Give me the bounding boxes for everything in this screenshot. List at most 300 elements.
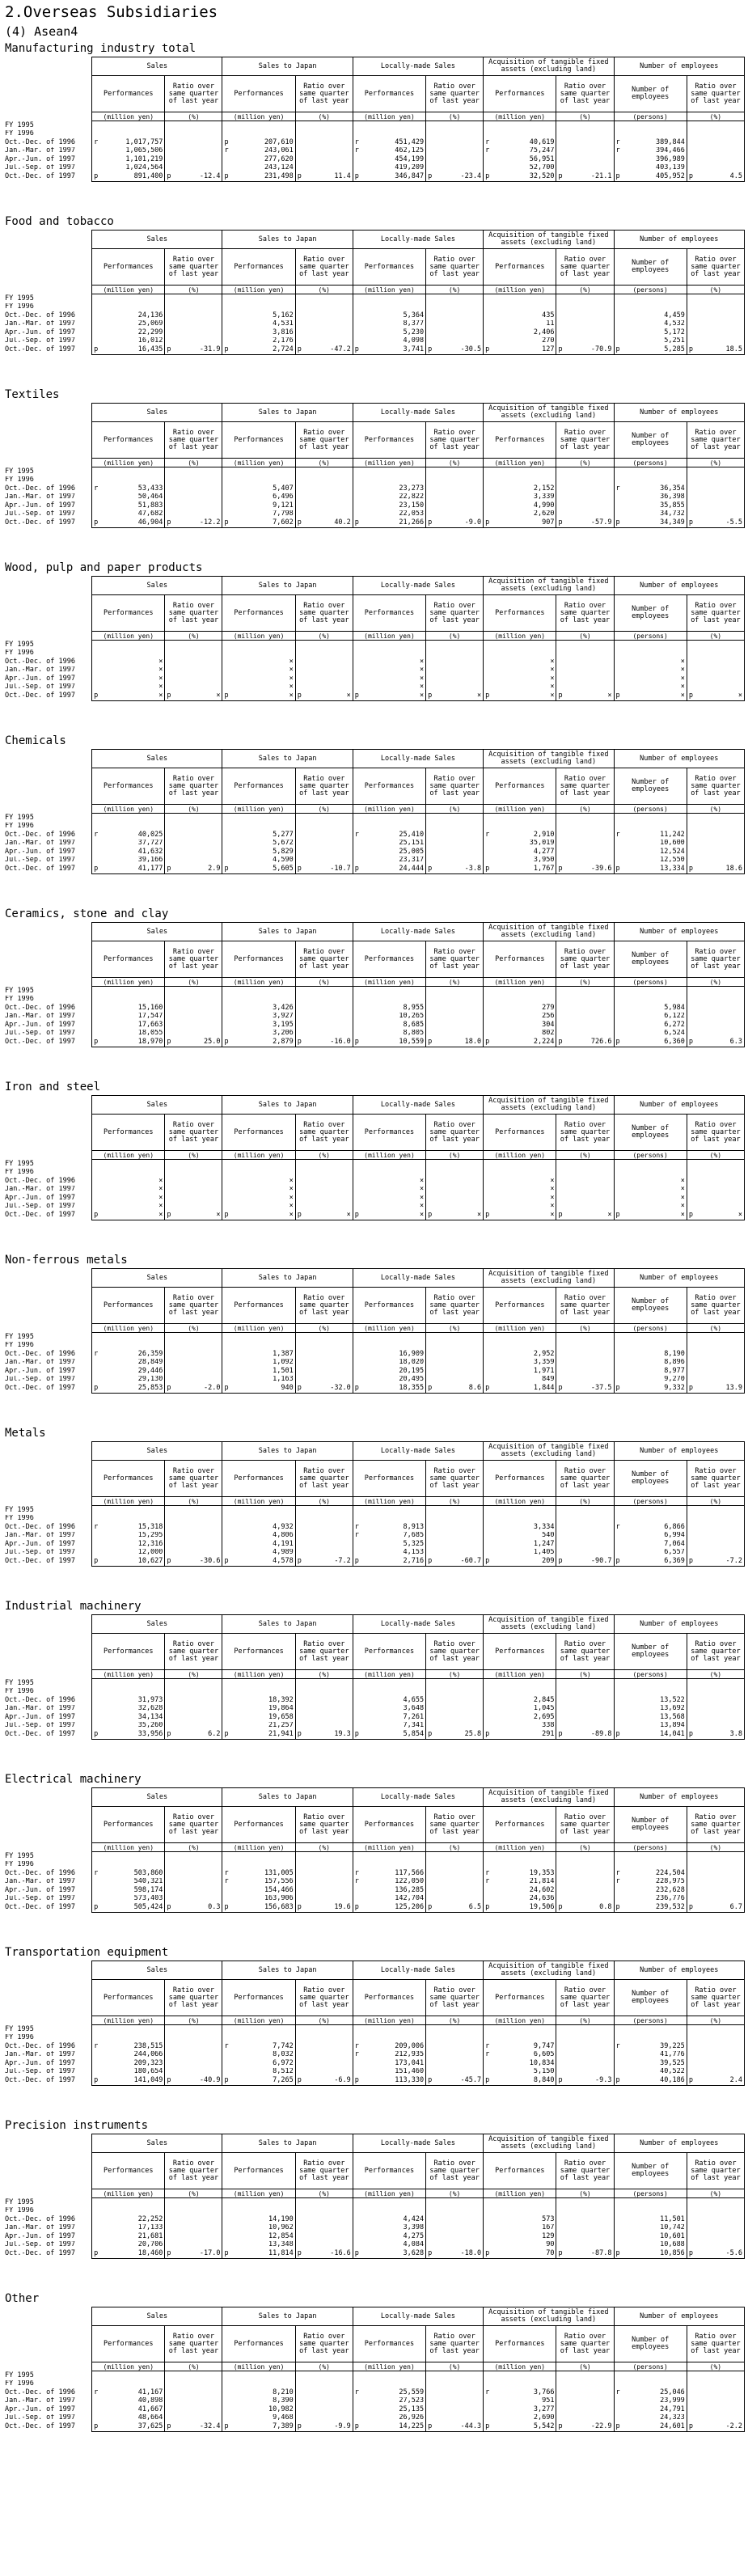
table-cell [484,294,556,303]
revision-mark: p [485,692,490,700]
cell-value: 279 [542,1004,555,1012]
cell-content [94,1186,163,1193]
cell-value: 243,061 [264,146,294,155]
header-blank [3,249,92,286]
table-cell [426,1557,484,1566]
table-cell [295,121,353,130]
table-cell [165,987,222,996]
table-cell [353,1367,425,1376]
unit-label: (persons) [614,2016,687,2025]
cell-content [428,346,481,353]
cell-value: -10.7 [330,865,351,873]
table-cell [222,1886,295,1895]
header-group-row [3,57,745,76]
revision-mark: r [354,1869,359,1877]
cell-value: 25,410 [399,831,425,839]
unit-label: (%) [295,1324,353,1333]
cell-value: × [419,1185,425,1194]
table-cell [92,1878,165,1887]
table-row [3,2371,745,2380]
unit-label: (million yen) [353,286,425,294]
table-cell [295,476,353,485]
cell-value: 4,532 [664,319,685,328]
cell-content [428,1038,481,1046]
cell-content [167,1212,220,1219]
cell-content [558,2423,611,2430]
table-cell [295,518,353,527]
revision-mark: p [615,2422,620,2430]
table-cell [92,345,165,354]
row-label: Jul.-Sep. of 1997 [3,337,92,346]
revision-mark: p [354,1211,359,1219]
table-cell [92,2068,165,2077]
table-cell [92,658,165,666]
unit-label: (million yen) [92,978,165,987]
cell-content [616,1904,685,1911]
cell-content [558,519,611,527]
section-title: Iron and steel [5,1081,101,1093]
table-cell [295,666,353,675]
cell-value: 21,941 [268,1730,294,1738]
table-cell [484,164,556,173]
cell-content [355,840,424,847]
header-performances: Performances [222,1461,295,1497]
table-cell [556,1696,614,1705]
cell-content [689,519,742,527]
header-performances: Performances [353,768,425,805]
cell-content [485,1376,554,1383]
table-cell [426,675,484,683]
cell-content [224,1541,293,1548]
unit-label: (million yen) [353,1843,425,1852]
unit-label: (million yen) [484,1843,556,1852]
table-cell [687,2207,744,2216]
revision-mark: p [94,1557,99,1565]
unit-label: (million yen) [222,1497,295,1506]
table-cell [295,1021,353,1030]
revision-mark: r [94,1869,99,1877]
table-cell [353,1532,425,1541]
table-row [3,1359,745,1368]
table-cell [165,1549,222,1558]
unit-label: (%) [687,1151,744,1160]
table-cell [222,467,295,476]
cell-value: 6,866 [664,1523,685,1531]
header-blank [3,1615,92,1634]
cell-content [689,346,742,353]
header-ratio: Ratio over same quarter of last year [426,2326,484,2362]
section-title: Food and tobacco [5,215,114,228]
table-cell [353,666,425,675]
table-cell [165,2232,222,2241]
cell-value: -7.2 [725,1557,742,1565]
table-cell [222,683,295,692]
cell-content [485,1887,554,1894]
table-cell [426,2232,484,2241]
header-group: Sales [92,404,222,422]
table-cell [165,121,222,130]
table-cell [614,303,687,312]
table-row [3,2025,745,2034]
cell-content [616,346,685,353]
unit-label: (%) [165,2362,222,2371]
cell-value: 2,620 [533,510,555,518]
table-cell [92,1540,165,1549]
cell-value: × [550,1211,555,1219]
revision-mark: p [94,2249,99,2257]
table-cell [92,1342,165,1351]
unit-label: (%) [556,2189,614,2198]
unit-row [3,632,745,641]
table-cell [556,814,614,823]
table-cell [426,467,484,476]
table-cell [295,692,353,700]
table-cell [353,814,425,823]
table-row [3,164,745,173]
table-cell [295,1194,353,1203]
table-cell [165,1030,222,1038]
cell-value: 36,398 [660,493,685,501]
table-cell [92,1523,165,1532]
header-ratio: Ratio over same quarter of last year [426,76,484,112]
cell-value: × [680,658,685,666]
table-cell [295,147,353,156]
cell-value: 35,260 [137,1721,163,1730]
table-cell [556,1730,614,1739]
table-cell [614,172,687,181]
revision-mark: p [428,1730,433,1738]
table-cell [295,823,353,831]
unit-blank [3,632,92,641]
cell-content [355,1904,424,1911]
cell-value: 244,066 [133,2050,163,2059]
row-label: Oct.-Dec. of 1997 [3,2422,92,2431]
row-label: Oct.-Dec. of 1996 [3,138,92,147]
header-group: Number of employees [614,1096,745,1115]
cell-content [355,1705,424,1712]
table-cell [92,2042,165,2051]
cell-content [485,1895,554,1902]
row-label: Apr.-Jun. of 1997 [3,2405,92,2414]
header-ratio: Ratio over same quarter of last year [687,1461,744,1497]
revision-mark: p [94,692,99,700]
cell-content [224,1887,293,1894]
table-cell [484,1177,556,1186]
table-cell [687,1705,744,1714]
cell-content [485,1532,554,1539]
table-cell [426,1730,484,1739]
table-row [3,666,745,675]
cell-value: × [419,675,425,683]
revision-mark: p [224,172,229,180]
cell-value: 90 [546,2240,555,2249]
cell-value: 25.8 [464,1730,482,1738]
revision-mark: r [485,831,490,839]
table-cell [614,2207,687,2216]
unit-blank [3,805,92,814]
table-cell [165,814,222,823]
table-cell [614,840,687,848]
table-row [3,328,745,337]
table-cell [484,2215,556,2224]
cell-value: 403,139 [655,163,685,172]
table-cell [165,675,222,683]
cell-value: 17,663 [137,1021,163,1029]
section-title: Industrial machinery [5,1600,142,1613]
cell-content [355,2397,424,2405]
table-cell [614,2034,687,2043]
cell-content [355,666,424,674]
row-label: Apr.-Jun. of 1997 [3,675,92,683]
section-wood-pulp-and-paper-products [0,560,748,733]
cell-content [485,502,554,510]
table-cell [556,1679,614,1688]
table-cell [556,1557,614,1566]
table-cell [484,138,556,147]
table-cell [687,130,744,139]
cell-value: -40.9 [199,2076,221,2084]
cell-value: 15,295 [137,1531,163,1540]
table-cell [165,1895,222,1904]
header-performances: Performances [484,2326,556,2362]
cell-content [616,2043,685,2050]
unit-label: (%) [426,459,484,467]
unit-label: (%) [556,632,614,641]
cell-value: × [346,692,351,700]
cell-value: 9,747 [533,2042,555,2050]
unit-label: (%) [295,805,353,814]
table-cell [92,476,165,485]
table-cell [165,1679,222,1688]
row-label: Jan.-Mar. of 1997 [3,1705,92,1714]
table-row [3,2034,745,2043]
unit-label: (%) [426,1497,484,1506]
header-group-row [3,1442,745,1461]
table-cell [92,1903,165,1912]
revision-mark: p [688,865,693,873]
header-ratio: Ratio over same quarter of last year [165,1634,222,1670]
table-cell [556,857,614,865]
table-cell [295,345,353,354]
row-label: Jul.-Sep. of 1997 [3,2068,92,2077]
cell-content [167,2423,220,2430]
table-cell [687,1203,744,1212]
cell-value: 19,864 [268,1704,294,1713]
stats-table [3,1614,745,1740]
table-row [3,2397,745,2406]
table-cell [92,2405,165,2414]
header-group: Acquisition of tangible fixed assets (excluding land) [484,750,614,768]
cell-value: 726.6 [590,1038,612,1046]
revision-mark: r [615,1523,620,1531]
cell-value: 19,658 [268,1713,294,1721]
row-label: Apr.-Jun. of 1997 [3,1540,92,1549]
table-cell [687,1532,744,1541]
table-cell [295,987,353,996]
cell-value: 39,166 [137,856,163,865]
cell-value: 1,501 [273,1367,294,1375]
cell-value: 277,620 [264,155,294,163]
cell-value: 22,053 [399,510,425,518]
table-row [3,2207,745,2216]
table-cell [426,121,484,130]
unit-row [3,1497,745,1506]
row-label: Apr.-Jun. of 1997 [3,1367,92,1376]
revision-mark: r [354,831,359,839]
table-cell [687,510,744,519]
cell-value: 40,025 [137,831,163,839]
table-cell [222,1194,295,1203]
row-label: Oct.-Dec. of 1996 [3,311,92,320]
header-sub-row [3,941,745,978]
table-cell [295,2068,353,2077]
table-cell [222,2388,295,2397]
table-cell [426,865,484,873]
row-label: Oct.-Dec. of 1996 [3,1523,92,1532]
table-cell [614,1705,687,1714]
section-title: Precision instruments [5,2119,149,2132]
header-ratio: Ratio over same quarter of last year [687,768,744,805]
cell-content [224,1705,293,1712]
unit-label: (%) [165,1324,222,1333]
table-cell [426,1861,484,1870]
cell-content [616,173,685,180]
table-row [3,1021,745,1030]
row-label: Jul.-Sep. of 1997 [3,510,92,519]
section-food-and-tobacco [0,214,748,387]
cell-value: 40.2 [334,518,351,527]
revision-mark: p [688,1557,693,1565]
table-cell [426,1523,484,1532]
table-cell [687,1886,744,1895]
table-row [3,155,745,164]
cell-content [224,666,293,674]
cell-content [428,2250,481,2257]
cell-content [355,1895,424,1902]
row-label: Oct.-Dec. of 1997 [3,1557,92,1566]
table-cell [165,345,222,354]
header-group: Locally-made Sales [353,1269,483,1288]
table-cell [295,1895,353,1904]
table-row [3,303,745,312]
unit-label: (million yen) [353,2016,425,2025]
revision-mark: p [94,1038,99,1046]
cell-value: × [737,1211,742,1219]
revision-mark: p [688,172,693,180]
cell-content [224,1697,293,1704]
table-row [3,1878,745,1887]
table-cell [92,1030,165,1038]
cell-value: 0.3 [208,1903,221,1911]
table-cell [687,1679,744,1688]
table-row [3,1038,745,1047]
table-cell [426,320,484,329]
table-cell [484,996,556,1005]
table-row [3,2422,745,2431]
table-cell [614,1013,687,1022]
cell-content [485,857,554,864]
header-group: Locally-made Sales [353,2307,483,2326]
header-ratio: Ratio over same quarter of last year [556,1634,614,1670]
header-ratio: Ratio over same quarter of last year [165,1807,222,1843]
cell-content [428,1731,481,1738]
table-cell [687,476,744,485]
cell-content [355,2423,424,2430]
header-sub-row [3,249,745,286]
table-cell [484,320,556,329]
table-cell [687,1169,744,1178]
unit-label: (million yen) [222,2189,295,2198]
revision-mark: r [615,146,620,155]
header-performances: Performances [92,1461,165,1497]
cell-value: 1,065,506 [125,146,163,155]
revision-mark: p [167,2076,171,2084]
page-title: 2.Overseas Subsidiaries [5,3,218,21]
table-cell [295,641,353,649]
row-label: Jul.-Sep. of 1997 [3,1722,92,1731]
table-cell [484,155,556,164]
table-cell [426,1532,484,1541]
cell-content [298,2250,351,2257]
unit-blank [3,459,92,467]
table-cell [92,1203,165,1212]
cell-content [485,1870,554,1877]
cell-content [224,1178,293,1185]
table-cell [222,155,295,164]
unit-label: (persons) [614,1497,687,1506]
cell-content [355,2406,424,2413]
cell-content [224,1731,293,1738]
table-cell [687,1186,744,1195]
table-cell [556,692,614,700]
cell-value: 0.8 [599,1903,612,1911]
table-cell [614,510,687,519]
table-cell [687,2397,744,2406]
table-cell [222,2249,295,2258]
cell-content [355,848,424,856]
table-cell [165,1350,222,1359]
table-cell [484,1861,556,1870]
revision-mark: p [558,1903,563,1911]
cell-content [224,502,293,510]
unit-label: (%) [426,805,484,814]
header-group: Number of employees [614,750,745,768]
unit-label: (million yen) [484,2362,556,2371]
table-cell [614,666,687,675]
cell-value: 37,727 [137,839,163,848]
cell-content [355,1887,424,1894]
cell-value: 24,602 [529,1886,555,1894]
table-cell [614,164,687,173]
revision-mark: r [354,1523,359,1531]
header-group: Sales to Japan [222,2134,353,2153]
cell-value: -9.9 [334,2422,351,2430]
table-row [3,1506,745,1515]
table-cell [556,2034,614,2043]
row-label: Jul.-Sep. of 1997 [3,1376,92,1385]
table-cell [614,2025,687,2034]
table-cell [426,1376,484,1385]
table-cell [556,518,614,527]
table-row [3,1696,745,1705]
header-performances: Performances [353,76,425,112]
table-row [3,320,745,329]
table-cell [614,2380,687,2389]
cell-content [94,2241,163,2248]
header-blank [3,1980,92,2016]
table-cell [614,1549,687,1558]
table-cell [687,2198,744,2207]
